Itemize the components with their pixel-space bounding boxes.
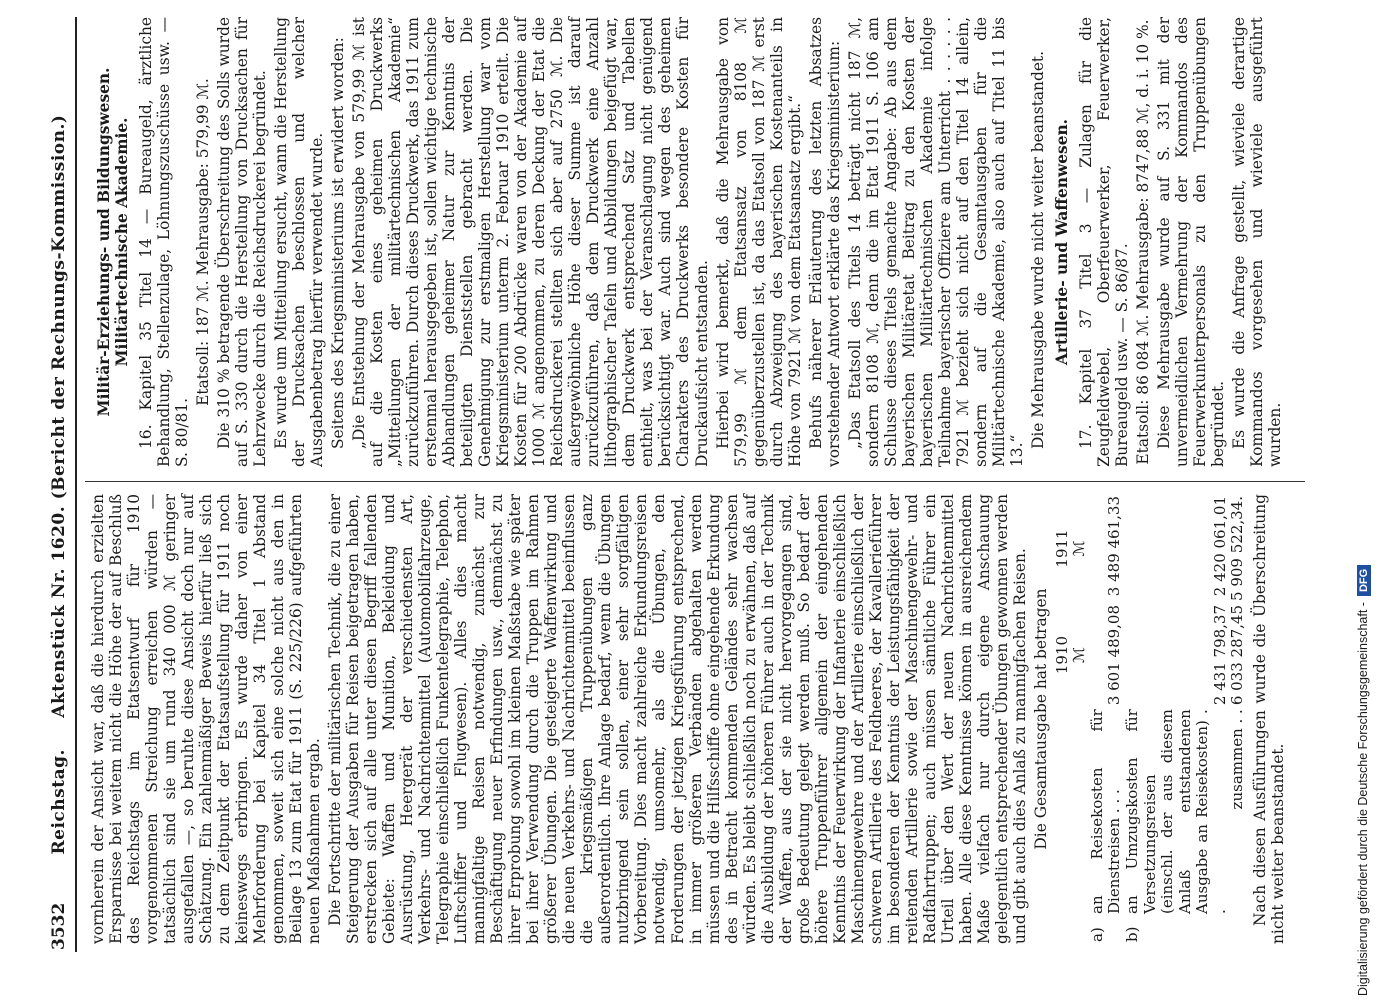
running-title-right: Aktenstück Nr. 1620. (Bericht der Rechnungs-Kommission.) xyxy=(49,114,69,718)
table-unit-row xyxy=(1071,494,1089,944)
value-1910: 3 601 489,08 xyxy=(1105,604,1124,706)
quotation: Hierbei wird bemerkt, daß die Mehrausgabe von 579,99 ℳ dem Etatsansatz von 8108 ℳ gegenüberzustellen ist, da das Etatsoll von 187 ℳ erst durch Abzweigung des bayerischen Kostenanteils in Höhe von 7921 ℳ von dem Etatsansatz ergibt.“ xyxy=(713,17,804,467)
paragraph: vornherein der Ansicht war, daß die hierdurch erzielten Ersparnisse bei weitem nicht die Höhe der auf Beschluß des Reichstags im Etatsentwurf für 1910 vorgenommenen Streichung erreichen würden — tatsächlich sind sie um rund 340 000 ℳ geringer ausgefallen —, so beruhte diese Ansicht doch nur auf Schätzung. Ein zahlenmäßiger Beweis hierfür ließ sich zu dem Zeitpunkt der Etatsaufstellung für 1911 noch keineswegs erbringen. Es wurde daher von einer Mehrforderung bei Kapitel 34 Titel 1 Abstand genommen, soweit sich eine solche nicht aus den in Beilage 13 zum Etat für 1911 (S. 225/226) aufgeführten neuen Maßnahmen ergab. xyxy=(89,494,324,944)
right-column xyxy=(89,17,1287,467)
table-total-row xyxy=(1229,494,1247,944)
quotation: „Das Etatsoll des Titels 14 beträgt nicht 187 ℳ, sondern 8108 ℳ, denn die im Etat 1911 S. 106 am Schlusse dieses Titels gemachte Angabe: Ab aus dem bayerischen Militäretat Beitrag zu den Kosten der bayerischen Militärtechnischen Akademie infolge Teilnahme bayerischer Offiziere am Unterricht . . . . . . 7921 ℳ bezieht sich nicht auf den Titel 14 allein, sondern auf die Gesamtausgaben für die Militärtechnische Akademie, also auch auf Titel 11 bis 13.“ xyxy=(845,17,1026,467)
total-1911: 5 909 522,34. xyxy=(1228,496,1247,601)
page-header xyxy=(45,17,77,952)
paragraph: Die Mehrausgabe wurde nicht weiter beanstandet. xyxy=(1028,50,1047,449)
dfg-logo: DFG xyxy=(1357,565,1371,596)
value-1911: 2 420 061,01 xyxy=(1210,496,1229,597)
value-1911: 3 489 461,33 xyxy=(1105,496,1124,597)
row-label: an Reisekosten für Dienstreisen . . . xyxy=(1087,709,1124,914)
row-label: an Umzugskosten für Versetzungsreisen (einschl. der aus diesem Anlaß entstandenen Ausgabe an Reisekosten) . . xyxy=(1123,709,1229,914)
table-caption: Die Gesamtausgabe hat betragen xyxy=(1031,588,1050,850)
rotated-document-page xyxy=(45,17,1325,952)
section-heading: Artillerie- und Waffenwesen. xyxy=(1052,118,1071,366)
paragraph: Nach diesen Ausführungen wurde die Überschreitung nicht weiter beanstandet. xyxy=(1250,494,1287,944)
table-row: a) an Reisekosten für Dienstreisen . . . 3 601 489,08 3 489 461,33 xyxy=(1087,496,1124,942)
paragraph: Es wurde um Mitteilung ersucht, wann die Herstellung der Drucksachen beschlossen und welcher Ausgabenbetrag hierfür verwendet wurde. xyxy=(272,17,327,467)
quotation: „Die Entstehung der Mehrausgabe von 579,99 ℳ ist auf die Kosten eines geheimen Druckwerks „Mitteilungen der militärtechnischen Akademie“ zurückzuführen. Durch dieses Druckwerk, das 1911 zum erstenmal herausgegeben ist, sollen wichtige technische Abhandlungen geheimer Natur zur Kenntnis der beteiligten Dienststellen gebracht werden. Die Genehmigung zur erstmaligen Herstellung war vom Kriegsministerium unterm 2. Februar 1910 erteilt. Die Kosten für 200 Abdrücke waren von der Akademie auf 1000 ℳ angenommen, zu deren Deckung der Etat die Reichsdruckerei stellten sich aber auf 2750 ℳ. Die außergewöhnliche Höhe dieser Summe ist darauf zurückzuführen, daß dem Druckwerk eine Anzahl lithographischer Tafeln und Abbildungen beigefügt war, dem Druckwerk entsprechend Satz und Tabellen enthielt, was bei der Veranschlagung nicht genügend berücksichtigt war. Auch sind wegen des geheimen Charakters des Druckwerks besondere Kosten für Druckaufsicht entstanden. xyxy=(350,17,711,467)
unit-label: ℳ xyxy=(1070,647,1089,664)
table-row: b) an Umzugskosten für Versetzungsreisen (einschl. der aus diesem Anlaß entstandenen Ausgabe an Reisekosten) . . 2 431 798,37 2 420 061,01 xyxy=(1123,496,1229,942)
year-1911: 1911 xyxy=(1052,529,1071,568)
column-divider xyxy=(85,481,1305,482)
page-number: 3532 xyxy=(49,902,69,950)
digitization-credit xyxy=(1356,6,1378,996)
unit-label: ℳ xyxy=(1070,540,1089,557)
paragraph: Die 310 % betragende Überschreitung des Solls wurde auf S. 330 durch die Herstellung von Drucksachen für Lehrzwecke durch die Reichsdruckerei begründet. xyxy=(215,17,270,467)
year-1910: 1910 xyxy=(1052,635,1071,675)
total-label: zusammen . . xyxy=(1228,709,1247,810)
left-column xyxy=(89,494,1290,944)
item-title: 17. Kapitel 37 Titel 3 — Zulagen für die Zeugfeldwebel, Oberfeuerwerker, Feuerwerker, Bureaugeld usw. — S. 86/87. xyxy=(1076,17,1131,467)
section-heading: Militär-Erziehungs- und Bildungswesen. Militärtechnische Akademie. xyxy=(95,67,132,417)
total-1910: 6 033 287,45 xyxy=(1228,604,1247,706)
paragraph: Diese Mehrausgabe wurde auf S. 331 mit der unvermeidlichen Vermehrung der Kommandos des Feuerwerkunterpersonals zu den Truppenübungen begründet. xyxy=(1154,17,1227,467)
running-title xyxy=(50,17,70,952)
expense-table xyxy=(1054,494,1247,944)
paragraph: Seitens des Kriegsministeriums ist erwidert worden: xyxy=(329,37,348,449)
etat-line: Etatsoll: 86 084 ℳ. Mehrausgabe: 8747,88 ℳ, d. i. 10 %. xyxy=(1133,19,1152,465)
credit-text: Digitalisierung gefördert durch die Deutsche Forschungsgemeinschaft - xyxy=(1356,602,1370,996)
running-title-left: Reichstag. xyxy=(49,749,69,855)
paragraph: Es wurde die Anfrage gestellt, wieviele derartige Kommandos vorgesehen und wieviele ausgeführt wurden. xyxy=(1229,17,1284,467)
item-title: 16. Kapitel 35 Titel 14 — Bureaugeld, ärztliche Behandlung, Stellenzulage, Löhnungszuschüsse usw. — S. 80/81. xyxy=(137,17,192,467)
etat-line: Etatsoll: 187 ℳ. Mehrausgabe: 579,99 ℳ. xyxy=(194,78,213,406)
value-1910: 2 431 798,37 xyxy=(1210,604,1229,706)
paragraph: Behufs näherer Erläuterung des letzten Absatzes vorstehender Antwort erklärte das Kriegsministerium: xyxy=(806,17,843,467)
paragraph: Die Fortschritte der militärischen Technik, die zu einer Steigerung der Ausgaben für Reisen beigetragen haben, erstrecken sich auf alle unter diesen Begriff fallenden Gebiete: Waffen und Munition, Bekleidung und Ausrüstung, Heergerät der verschiedensten Art, Verkehrs- und Nachrichtenmittel (Automobilfahrzeuge, Telegraphie einschließlich Funkentelegraphie, Telephon, Luftschiffer und Flugwesen). Alles dies macht mannigfaltige Reisen notwendig, zunächst zur Beschäftigung neuer Erfindungen usw., demnächst zu ihrer Erprobung sowohl im kleinen Maßstabe wie später bei ihrer Verwendung durch die Truppen im Rahmen größerer Übungen. Die gesteigerte Waffenwirkung und die neuen Verkehrs- und Nachrichtenmittel beeinflussen die kriegsmäßigen Truppenübungen ganz außerordentlich. Ihre Anlage bedarf, wenn die Übungen nutzbringend sein sollen, einer sehr sorgfältigen Vorbereitung. Dies macht zahlreiche Erkundungsreisen notwendig, umsomehr, als die Übungen, den Forderungen der jetzigen Kriegsführung entsprechend, in immer größeren Verbänden abgehalten werden müssen und die Hilfsschiffe ohne eingehende Erkundung des in Betracht kommenden Geländes sehr wachsen würden. Es bleibt schließlich noch zu erwähnen, daß auf die Ausbildung der höheren Führer auch in der Technik der Waffen, aus der sie nicht hervorgegangen sind, große Bedeutung gelegt werden muß. So bedarf der höhere Truppenführer allgemein der eingehenden Kenntnis der Feuerwirkung der Infanterie einschließlich Maschinengewehre und der Artillerie einschließlich der schweren Artillerie des Feldheeres, der Kavallerieführer im besonderen der Kenntnis der Leistungsfähigkeit der reitenden Artillerie sowie der Maschinengewehr- und Radfahrtruppen; auch müssen sämtliche Führer ein Urteil über den Wert der neuen Nachrichtenmittel haben. Alle diese Kenntnisse können in ausreichendem Maße vielfach nur durch eigene Anschauung gelegentlich entsprechender Übungen gewonnen werden und gibt auch dies Anlaß zu mannigfachen Reisen. xyxy=(326,494,1029,944)
table-header-row xyxy=(1054,494,1072,944)
